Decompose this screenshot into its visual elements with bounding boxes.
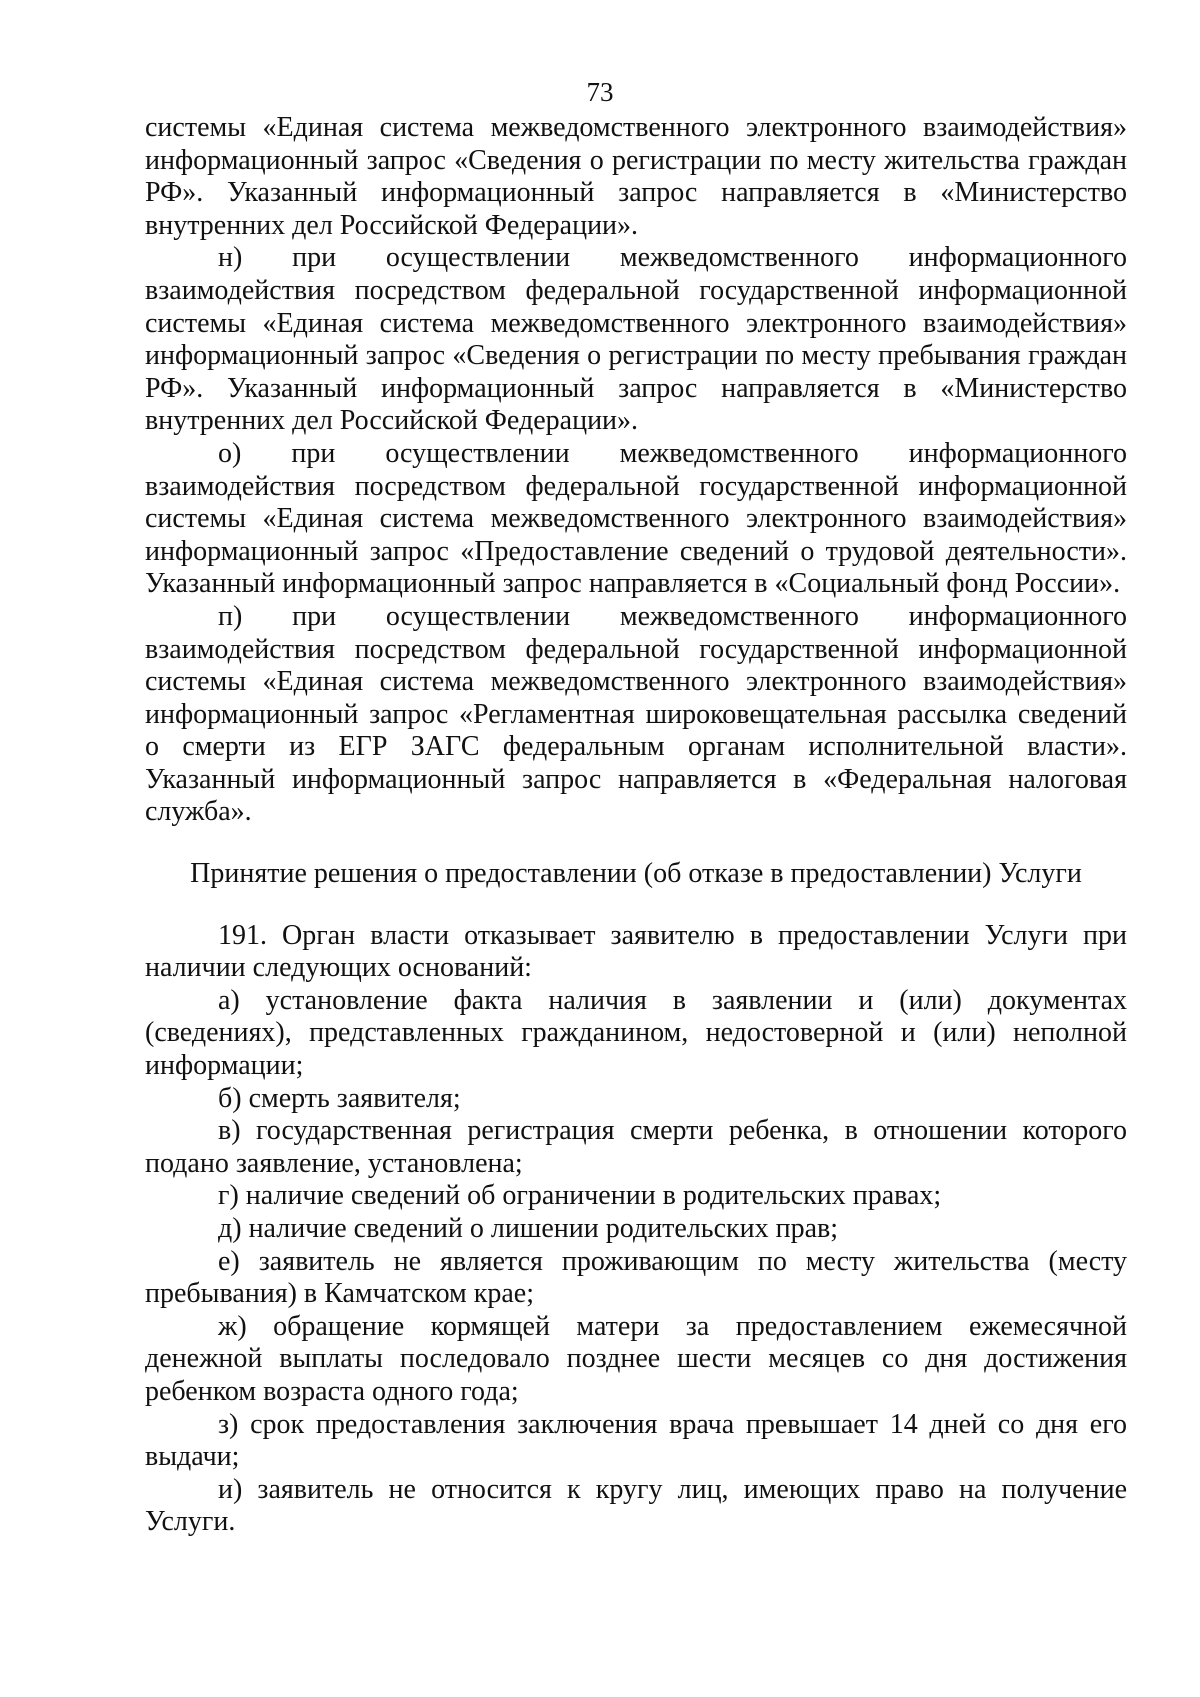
list-item-i: и) заявитель не относится к кругу лиц, имеющих право на получение Услуги. — [145, 1473, 1127, 1538]
page-number: 73 — [586, 77, 614, 107]
list-item-v: в) государственная регистрация смерти ребенка, в отношении которого подано заявление, установлена; — [145, 1115, 1127, 1179]
section-heading: Принятие решения о предоставлении (об отказе в предоставлении) Услуги — [190, 858, 1082, 890]
paragraph-item-n: н) при осуществлении межведомственного информационного взаимодействия посредством федеральной государственной информационной системы «Единая система межведомственного электронного взаимодействия» информационный запрос «Сведения о регистрации по месту пребывания граждан РФ». Указанный информационный запрос направляется в «Министерство внутренних дел Российской Федерации». — [145, 242, 1127, 437]
list-item-zh: ж) обращение кормящей матери за предоставлением ежемесячной денежной выплаты последовало позднее шести месяцев со дня достижения ребенком возраста одного года; — [145, 1310, 1127, 1407]
list-item-b: б) смерть заявителя; — [218, 1082, 461, 1114]
list-item-a: а) установление факта наличия в заявлении и (или) документах (сведениях), представленных гражданином, недостоверной и (или) неполной информации; — [145, 984, 1127, 1082]
paragraph-191: 191. Орган власти отказывает заявителю в предоставлении Услуги при наличии следующих оснований: — [145, 919, 1127, 984]
list-item-g: г) наличие сведений об ограничении в родительских правах; — [218, 1180, 942, 1212]
list-item-z: з) срок предоставления заключения врача превышает 14 дней со дня его выдачи; — [145, 1408, 1127, 1473]
paragraph-item-p: п) при осуществлении межведомственного информационного взаимодействия посредством федеральной государственной информационной системы «Единая система межведомственного электронного взаимодействия» информационный запрос «Регламентная широковещательная рассылка сведений о смерти из ЕГР ЗАГС федеральным органам исполнительной власти». Указанный информационный запрос направляется в «Федеральная налоговая служба». — [145, 600, 1127, 828]
paragraph-continuation: системы «Единая система межведомственного электронного взаимодействия» информационный запрос «Сведения о регистрации по месту жительства граждан РФ». Указанный информационный запрос направляется в «Министерство внутренних дел Российской Федерации». — [145, 112, 1127, 241]
paragraph-item-o: о) при осуществлении межведомственного информационного взаимодействия посредством федеральной государственной информационной системы «Единая система межведомственного электронного взаимодействия» информационный запрос «Предоставление сведений о трудовой деятельности». Указанный информационный запрос направляется в «Социальный фонд России». — [145, 437, 1127, 600]
document-body — [145, 112, 1127, 1539]
list-item-d: д) наличие сведений о лишении родительских прав; — [218, 1213, 839, 1244]
list-item-e: е) заявитель не является проживающим по месту жительства (месту пребывания) в Камчатском крае; — [145, 1245, 1127, 1310]
